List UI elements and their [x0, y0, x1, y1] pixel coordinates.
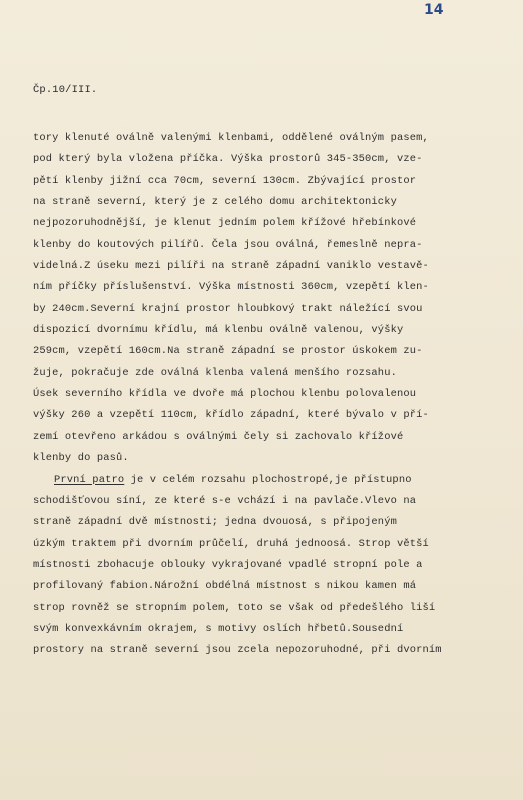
- text-line: prostory na straně severní jsou zcela nepozoruhodné, při dvorním: [33, 644, 442, 657]
- text-line: žuje, pokračuje zde oválná klenba valená menšího rozsahu.: [33, 366, 397, 379]
- document-reference: Čp.10/III.: [33, 84, 98, 96]
- text-line: by 240cm.Severní krajní prostor hloubkový trakt náležící svou: [33, 302, 423, 315]
- text-line: výšky 260 a vzepětí 110cm, křídlo západní, které bývalo v pří-: [33, 409, 429, 422]
- text-line: klenby do pasů.: [33, 452, 129, 465]
- text-line: zemí otevřeno arkádou s oválnými čely si zachovalo křížové: [33, 430, 404, 443]
- text-line: Úsek severního křídla ve dvoře má plochou klenbu polovalenou: [33, 388, 417, 401]
- text-line: ním příčky příslušenství. Výška místnosti 360cm, vzepětí klen-: [33, 281, 429, 294]
- text-line: pod který byla vložena příčka. Výška prostorů 345-350cm, vze-: [33, 153, 423, 166]
- text-line: svým konvexkávním okrajem, s motivy oslích hřbetů.Sousední: [33, 622, 404, 635]
- text-line: videlná.Z úseku mezi pilíři na straně západní vaniklo vestavě-: [33, 260, 429, 273]
- body-text: [33, 128, 503, 662]
- text-line: strop rovněž se stropním polem, toto se však od předešlého liší: [33, 601, 436, 614]
- section-heading: První patro: [54, 473, 125, 486]
- text-line: klenby do koutových pilířů. Čela jsou oválná, řemeslně nepra-: [33, 238, 423, 251]
- text-line: tory klenuté oválně valenými klenbami, oddělené oválným pasem,: [33, 132, 429, 144]
- section-heading-line: [33, 470, 503, 491]
- text-line: místnosti zbohacuje oblouky vykrajované vpadlé stropní pole a: [33, 558, 423, 571]
- text-line: 259cm, vzepětí 160cm.Na straně západní se prostor úskokem zu-: [33, 345, 423, 358]
- text-line: straně západní dvě místnosti; jedna dvouosá, s připojeným: [33, 516, 397, 529]
- text-line: schodišťovou síní, ze které s-e vchází i na pavlače.Vlevo na: [33, 494, 417, 507]
- text-line: dispozicí dvornímu křídlu, má klenbu oválně valenou, výšky: [33, 324, 404, 337]
- text-line: profilovaný fabion.Nárožní obdélná místnost s nikou kamen má: [33, 580, 417, 593]
- text-line: úzkým traktem při dvorním průčelí, druhá jednoosá. Strop větší: [33, 537, 429, 550]
- text-line: na straně severní, který je z celého domu architektonicky: [33, 196, 397, 209]
- page-number: 14: [424, 2, 444, 18]
- text-line: pětí klenby jižní cca 70cm, severní 130cm. Zbývající prostor: [33, 174, 417, 187]
- text-line-rest: je v celém rozsahu plochostropé,je přístupno: [124, 473, 412, 486]
- text-line: nejpozoruhodnější, je klenut jedním polem křížové hřebínkové: [33, 217, 417, 230]
